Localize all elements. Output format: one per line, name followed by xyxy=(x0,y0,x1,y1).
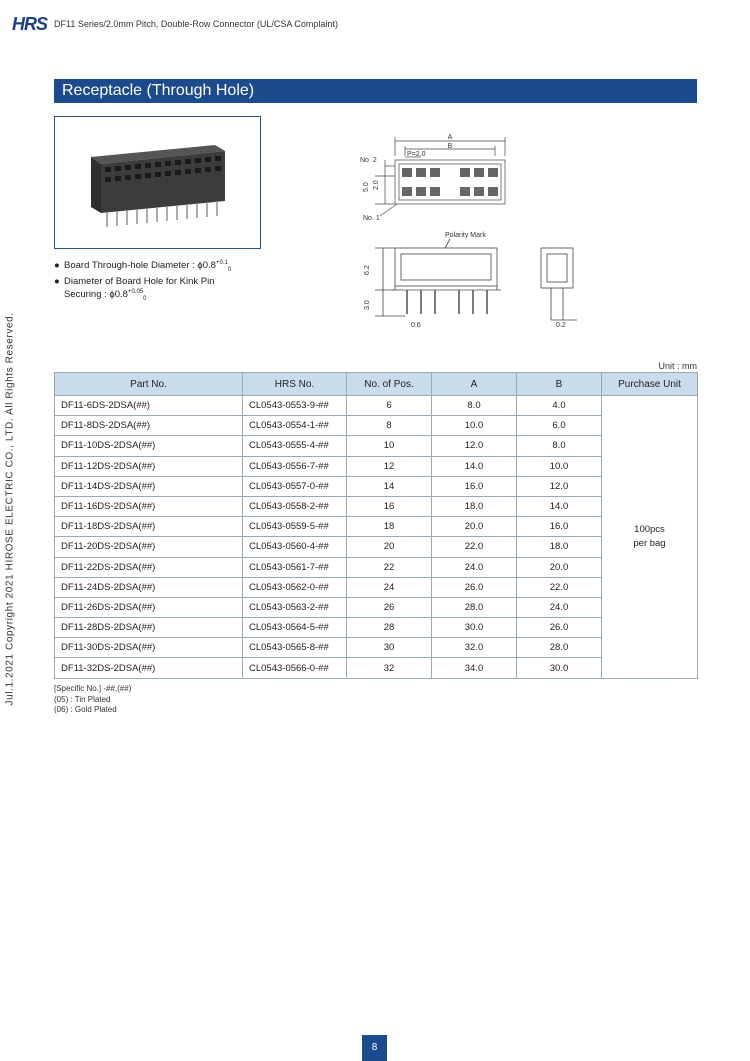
cell-b: 8.0 xyxy=(517,436,602,456)
purchase-unit-line: 100pcs xyxy=(634,523,665,535)
dim-label-0-2: 0.2 xyxy=(556,322,566,329)
table-row xyxy=(55,436,698,456)
cell-positions: 18 xyxy=(347,517,432,537)
note-text: Board Through-hole Diameter : ϕ0.8 xyxy=(64,260,216,272)
copyright-side-text: Jul.1.2021 Copyright 2021 HIROSE ELECTRIC CO., LTD. All Rights Reserved. xyxy=(4,312,16,706)
cell-part-no: DF11-32DS-2DSA(##) xyxy=(55,658,243,678)
cell-hrs-no: CL0543-0555-4-## xyxy=(243,436,347,456)
cell-b: 14.0 xyxy=(517,496,602,516)
tolerance-upper: +0.1 xyxy=(215,260,228,266)
cell-part-no: DF11-18DS-2DSA(##) xyxy=(55,517,243,537)
table-row xyxy=(55,476,698,496)
table-row xyxy=(55,496,698,516)
dim-label-a: A xyxy=(447,134,453,141)
bullet-icon: ● xyxy=(54,260,60,272)
cell-positions: 8 xyxy=(347,416,432,436)
note-through-hole xyxy=(54,258,231,276)
cell-positions: 10 xyxy=(347,436,432,456)
cell-positions: 30 xyxy=(347,638,432,658)
col-a: A xyxy=(432,373,517,396)
product-notes xyxy=(54,258,231,305)
col-purchase-unit: Purchase Unit xyxy=(602,373,698,396)
label-no1: No. 1 xyxy=(363,215,380,222)
cell-positions: 20 xyxy=(347,537,432,557)
table-row xyxy=(55,557,698,577)
cell-hrs-no: CL0543-0554-1-## xyxy=(243,416,347,436)
dimension-drawing xyxy=(355,130,595,335)
cell-part-no: DF11-12DS-2DSA(##) xyxy=(55,456,243,476)
label-no2: No. 2 xyxy=(360,157,377,164)
dim-label-b: B xyxy=(447,143,453,150)
tolerance-lower: 0 xyxy=(143,296,147,303)
section-title: Receptacle (Through Hole) xyxy=(54,79,697,103)
table-row xyxy=(55,456,698,476)
hrs-logo: HRS xyxy=(12,14,48,34)
cell-hrs-no: CL0543-0565-8-## xyxy=(243,638,347,658)
cell-b: 16.0 xyxy=(517,517,602,537)
cell-hrs-no: CL0543-0562-0-## xyxy=(243,577,347,597)
label-polarity-mark: Polarity Mark xyxy=(445,232,486,239)
tolerance-lower: 0 xyxy=(227,267,232,274)
note-text: Diameter of Board Hole for Kink Pin xyxy=(64,276,215,288)
cell-a: 24.0 xyxy=(432,557,517,577)
dim-label-0-6: 0.6 xyxy=(411,322,421,329)
product-photo xyxy=(54,116,261,249)
note-text: Securing : ϕ0.8 xyxy=(64,289,128,301)
table-row xyxy=(55,638,698,658)
cell-a: 10.0 xyxy=(432,416,517,436)
cell-part-no: DF11-10DS-2DSA(##) xyxy=(55,436,243,456)
cell-b: 4.0 xyxy=(517,396,602,416)
table-row xyxy=(55,416,698,436)
cell-hrs-no: CL0543-0561-7-## xyxy=(243,557,347,577)
cell-purchase-unit xyxy=(602,396,698,679)
header-title: DF11 Series/2.0mm Pitch, Double-Row Connector (UL/CSA Complaint) xyxy=(54,19,338,29)
cell-positions: 26 xyxy=(347,597,432,617)
cell-a: 20.0 xyxy=(432,517,517,537)
cell-a: 12.0 xyxy=(432,436,517,456)
specific-line: (06) : Gold Plated xyxy=(54,705,117,714)
table-row xyxy=(55,658,698,678)
note-kink-pin-cont xyxy=(54,287,231,305)
tolerance-upper: +0.05 xyxy=(127,289,144,296)
cell-part-no: DF11-6DS-2DSA(##) xyxy=(55,396,243,416)
note-kink-pin xyxy=(54,276,231,287)
col-hrs-no: HRS No. xyxy=(243,373,347,396)
purchase-unit-line: per bag xyxy=(633,537,666,549)
cell-part-no: DF11-24DS-2DSA(##) xyxy=(55,577,243,597)
cell-b: 26.0 xyxy=(517,618,602,638)
dim-label-2: 2.0 xyxy=(373,180,380,190)
cell-part-no: DF11-16DS-2DSA(##) xyxy=(55,496,243,516)
cell-part-no: DF11-30DS-2DSA(##) xyxy=(55,638,243,658)
cell-b: 22.0 xyxy=(517,577,602,597)
dim-label-6-2: 6.2 xyxy=(364,265,371,275)
cell-part-no: DF11-28DS-2DSA(##) xyxy=(55,618,243,638)
cell-b: 10.0 xyxy=(517,456,602,476)
cell-a: 34.0 xyxy=(432,658,517,678)
cell-a: 18.0 xyxy=(432,496,517,516)
col-part-no: Part No. xyxy=(55,373,243,396)
table-row xyxy=(55,517,698,537)
cell-a: 28.0 xyxy=(432,597,517,617)
cell-hrs-no: CL0543-0559-5-## xyxy=(243,517,347,537)
col-positions: No. of Pos. xyxy=(347,373,432,396)
cell-part-no: DF11-20DS-2DSA(##) xyxy=(55,537,243,557)
specific-number-notes xyxy=(54,684,131,716)
spec-table xyxy=(54,372,698,679)
cell-b: 30.0 xyxy=(517,658,602,678)
cell-positions: 22 xyxy=(347,557,432,577)
cell-b: 24.0 xyxy=(517,597,602,617)
cell-positions: 28 xyxy=(347,618,432,638)
cell-hrs-no: CL0543-0566-0-## xyxy=(243,658,347,678)
cell-a: 16.0 xyxy=(432,476,517,496)
cell-a: 14.0 xyxy=(432,456,517,476)
cell-b: 28.0 xyxy=(517,638,602,658)
table-row xyxy=(55,396,698,416)
cell-b: 20.0 xyxy=(517,557,602,577)
cell-positions: 12 xyxy=(347,456,432,476)
dim-label-5: 5.0 xyxy=(363,182,370,192)
cell-hrs-no: CL0543-0563-2-## xyxy=(243,597,347,617)
table-row xyxy=(55,597,698,617)
cell-positions: 14 xyxy=(347,476,432,496)
table-row xyxy=(55,577,698,597)
col-b: B xyxy=(517,373,602,396)
table-header-row xyxy=(55,373,698,396)
cell-a: 8.0 xyxy=(432,396,517,416)
cell-positions: 16 xyxy=(347,496,432,516)
table-row xyxy=(55,537,698,557)
cell-hrs-no: CL0543-0553-9-## xyxy=(243,396,347,416)
cell-hrs-no: CL0543-0558-2-## xyxy=(243,496,347,516)
cell-part-no: DF11-22DS-2DSA(##) xyxy=(55,557,243,577)
cell-hrs-no: CL0543-0564-5-## xyxy=(243,618,347,638)
cell-positions: 24 xyxy=(347,577,432,597)
cell-a: 30.0 xyxy=(432,618,517,638)
cell-b: 18.0 xyxy=(517,537,602,557)
specific-line: (05) : Tin Plated xyxy=(54,694,111,704)
cell-a: 22.0 xyxy=(432,537,517,557)
cell-a: 32.0 xyxy=(432,638,517,658)
cell-b: 6.0 xyxy=(517,416,602,436)
cell-a: 26.0 xyxy=(432,577,517,597)
cell-hrs-no: CL0543-0557-0-## xyxy=(243,476,347,496)
dim-label-pitch: P=2.0 xyxy=(407,151,426,158)
connector-photo-icon xyxy=(55,117,260,248)
cell-positions: 32 xyxy=(347,658,432,678)
cell-part-no: DF11-8DS-2DSA(##) xyxy=(55,416,243,436)
table-row xyxy=(55,618,698,638)
page-number: 8 xyxy=(362,1035,387,1061)
cell-hrs-no: CL0543-0560-4-## xyxy=(243,537,347,557)
cell-part-no: DF11-14DS-2DSA(##) xyxy=(55,476,243,496)
specific-line: [Specific No.] -##,(##) xyxy=(54,684,132,693)
dim-label-3-0: 3.0 xyxy=(364,300,371,310)
cell-hrs-no: CL0543-0556-7-## xyxy=(243,456,347,476)
bullet-icon: ● xyxy=(54,276,60,288)
cell-part-no: DF11-26DS-2DSA(##) xyxy=(55,597,243,617)
cell-b: 12.0 xyxy=(517,476,602,496)
unit-label: Unit : mm xyxy=(658,361,697,371)
cell-positions: 6 xyxy=(347,396,432,416)
